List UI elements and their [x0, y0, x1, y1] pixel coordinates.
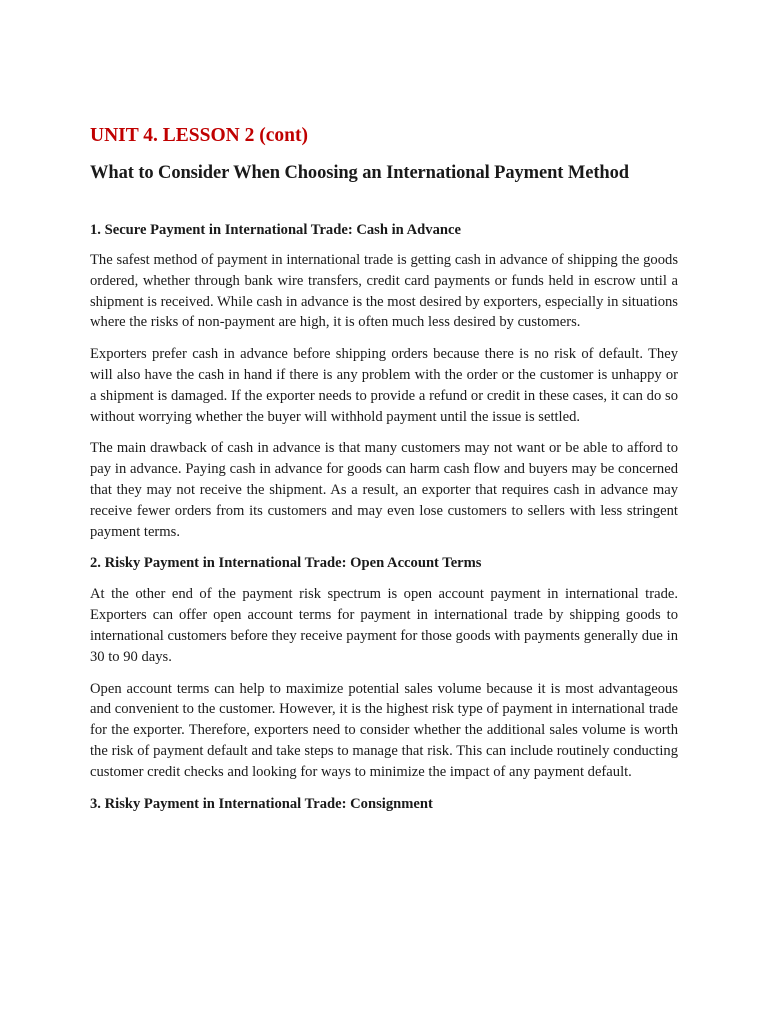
document-page	[90, 121, 678, 814]
section-heading-open-account: 2. Risky Payment in International Trade: Open Account Terms	[90, 555, 482, 572]
paragraph: The safest method of payment in international trade is getting cash in advance of shipping the goods ordered, whether through bank wire transfers, credit card payments or funds held in escrow until a shipment is received. While cash in advance is the most desired by exporters, especially in situations where the risks of non-payment are high, it is often much less desired by customers.	[90, 252, 678, 331]
paragraph: The main drawback of cash in advance is that many customers may not want or be able to afford to pay in advance. Paying cash in advance for goods can harm cash flow and buyers may be concerned that they may not receive the shipment. As a result, an exporter that requires cash in advance may receive fewer orders from its customers and may even lose customers to sellers with less stringent payment terms.	[90, 440, 678, 540]
section-heading-cash-in-advance: 1. Secure Payment in International Trade: Cash in Advance	[90, 222, 461, 238]
paragraph: Open account terms can help to maximize potential sales volume because it is most advantageous and convenient to the customer. However, it is the highest risk type of payment in international trade for the exporter. Therefore, exporters need to consider whether the additional sales volume is worth the risk of payment default and take steps to manage that risk. This can include routinely conducting customer credit checks and looking for ways to minimize the impact of any payment default.	[90, 680, 678, 780]
paragraph: At the other end of the payment risk spectrum is open account payment in international trade. Exporters can offer open account terms for payment in international trade by shipping goods to international customers before they receive payment for those goods with payments generally due in 30 to 90 days.	[90, 586, 678, 665]
paragraph: Exporters prefer cash in advance before shipping orders because there is no risk of default. They will also have the cash in hand if there is any problem with the order or the customer is unhappy or a shipment is damaged. If the exporter needs to provide a refund or credit in these cases, it can do so without worrying whether the buyer will withhold payment until the issue is settled.	[90, 346, 678, 425]
section-heading-consignment: 3. Risky Payment in International Trade: Consignment	[90, 795, 433, 812]
page-title: What to Consider When Choosing an International Payment Method	[90, 163, 629, 183]
unit-title: UNIT 4. LESSON 2 (cont)	[90, 125, 308, 146]
